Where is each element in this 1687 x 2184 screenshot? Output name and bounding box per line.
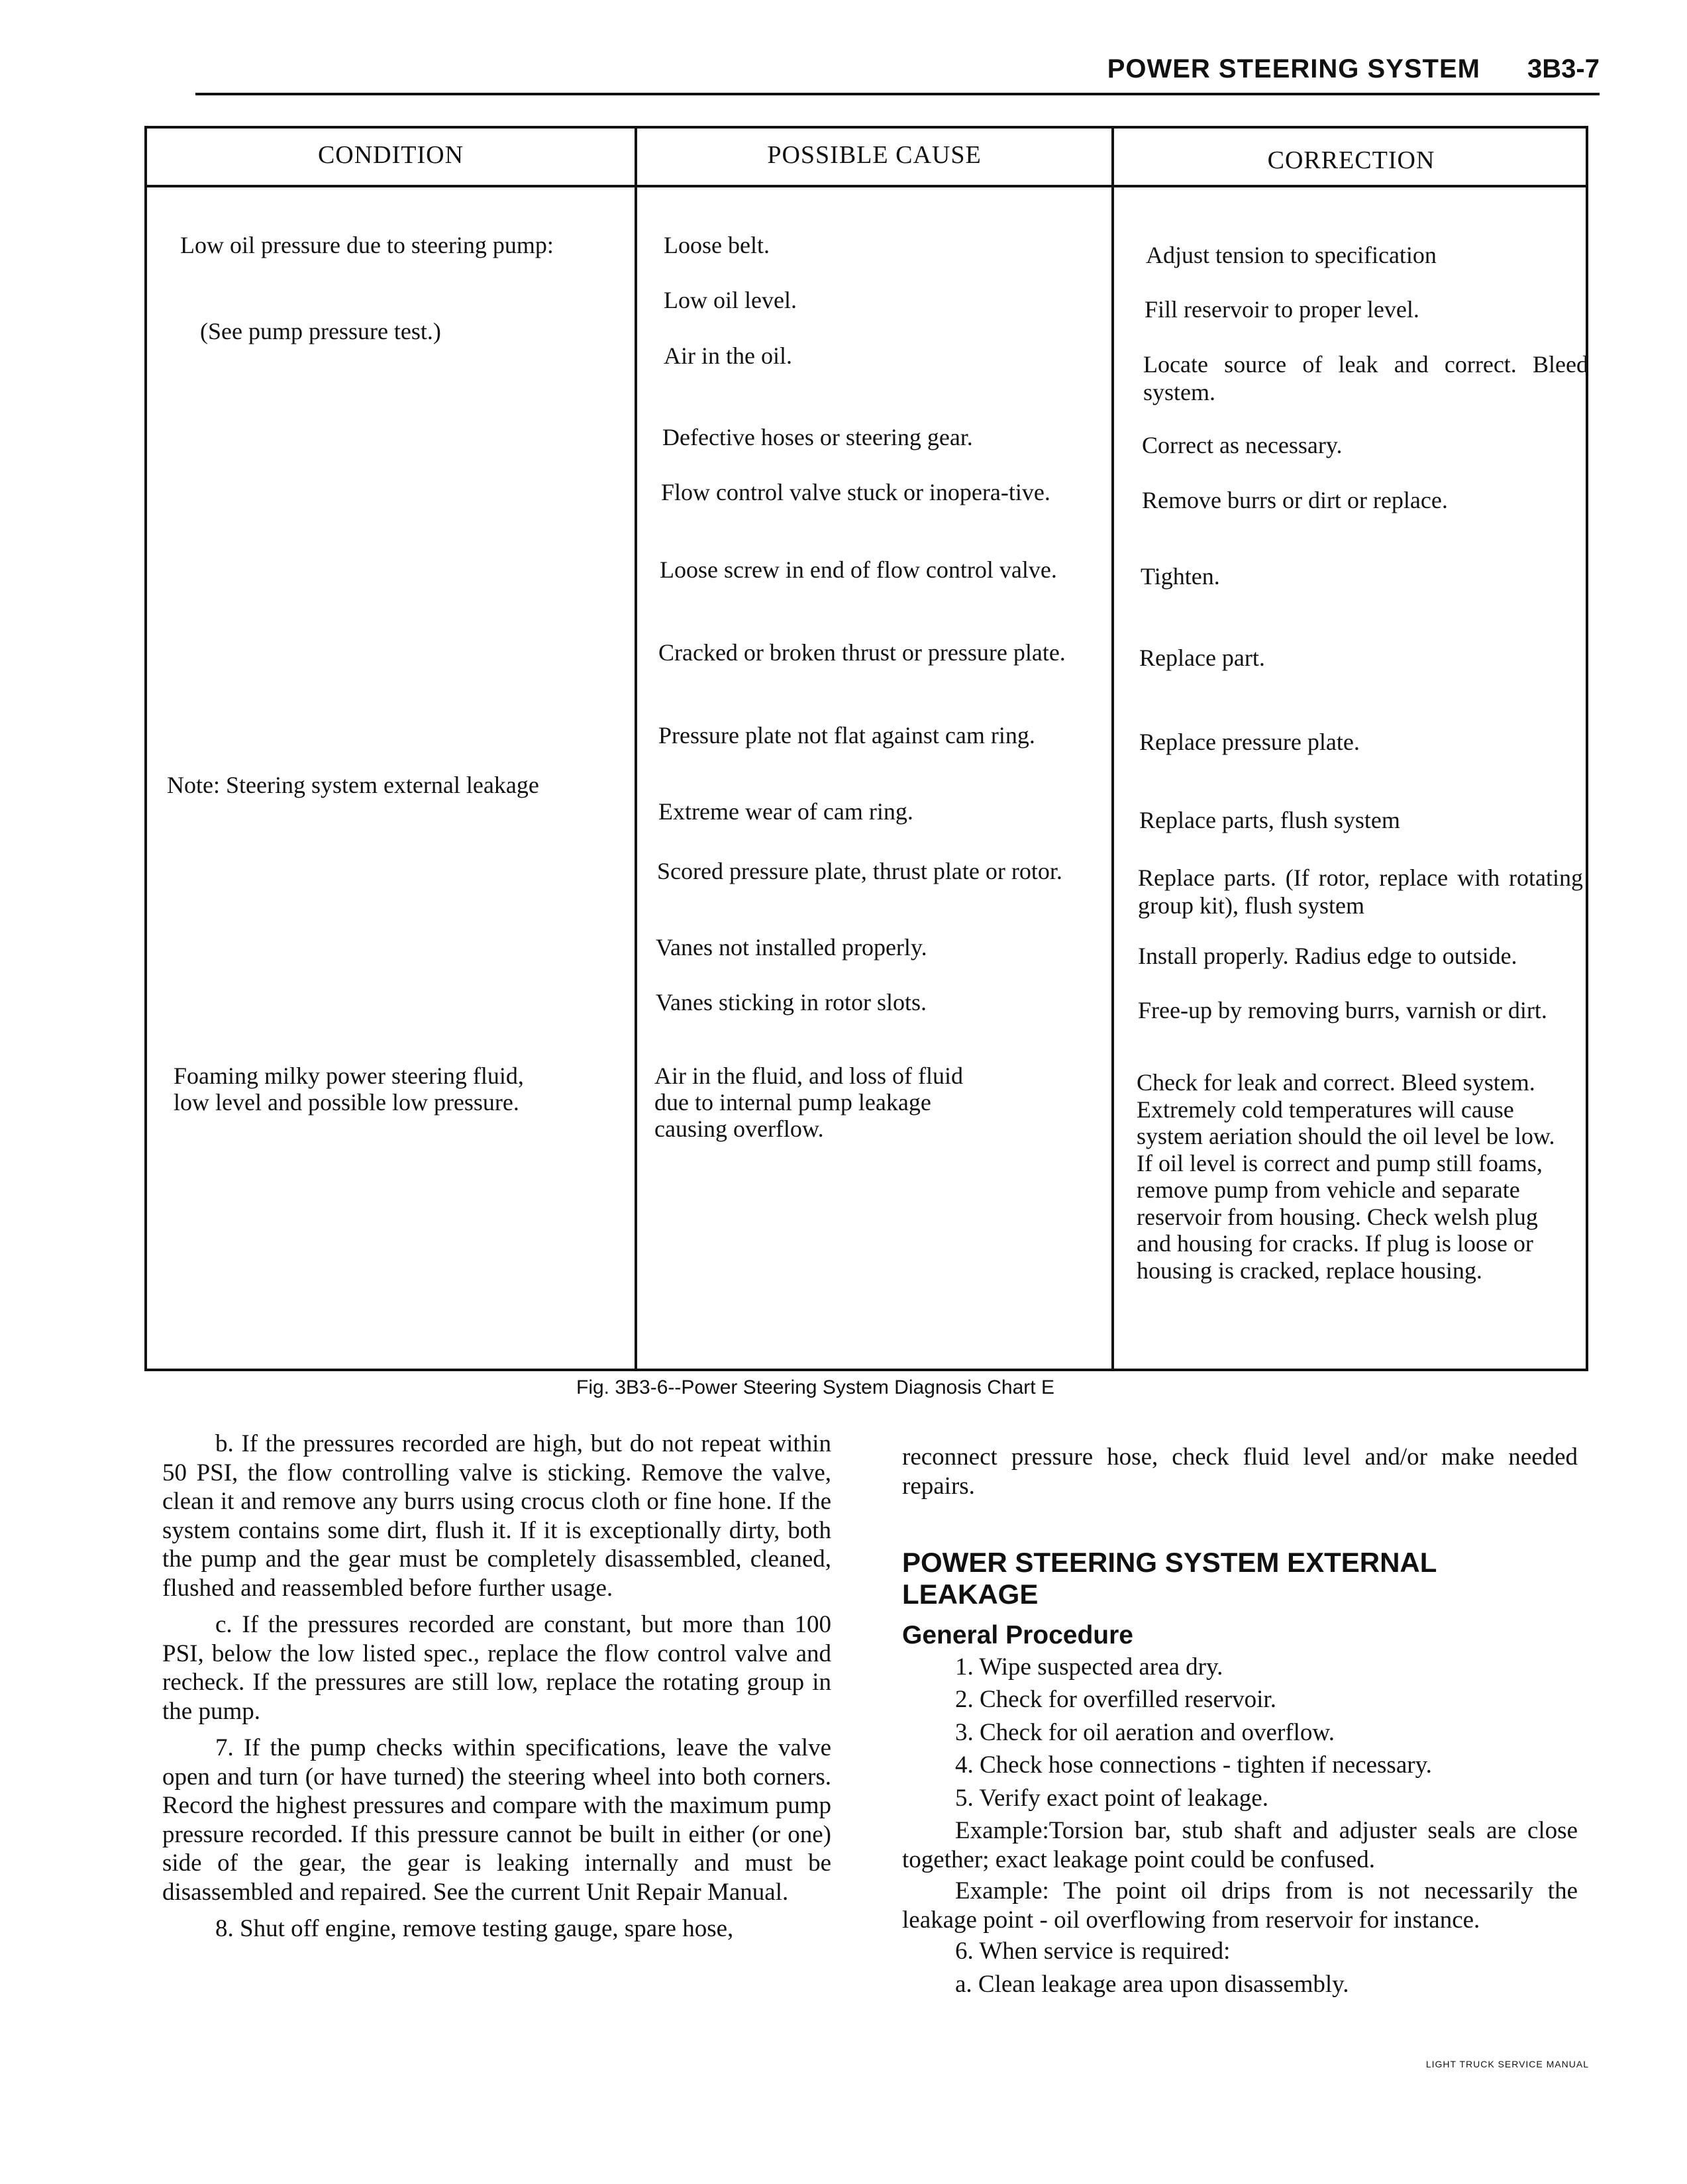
- correction-row: Replace part.: [1139, 645, 1265, 671]
- procedure-substep: a. Clean leakage area upon disassembly.: [955, 1970, 1349, 1998]
- condition-foaming-fluid: Foaming milky power steering fluid, low level and possible low pressure.: [174, 1063, 524, 1116]
- paragraph-c: c. If the pressures recorded are constant, but more than 100 PSI, below the low listed spec., replace the flow control valve and recheck. If the pressures are still low, replace the rotating group in the pump.: [162, 1611, 831, 1725]
- condition-see-pump-test: (See pump pressure test.): [200, 318, 441, 344]
- cause-row: Flow control valve stuck or inopera-tive.: [661, 479, 1050, 505]
- cause-row: Defective hoses or steering gear.: [662, 424, 973, 450]
- paragraph-step-7: 7. If the pump checks within specifications, leave the valve open and turn (or have turned) the steering wheel into both corners. Record the highest pressures and compare with the maximum pump pressure recorded. If this pressure cannot be built in either (or one) side of the gear, the gear is leaking internally and must be disassembled and repaired. See the current Unit Repair Manual.: [162, 1734, 831, 1906]
- procedure-step: 3. Check for oil aeration and overflow.: [955, 1718, 1335, 1746]
- correction-row: Remove burrs or dirt or replace.: [1142, 487, 1448, 513]
- column-divider: [1111, 129, 1114, 1369]
- condition-low-oil-pressure: Low oil pressure due to steering pump:: [180, 232, 554, 258]
- procedure-step: 6. When service is required:: [955, 1938, 1231, 1965]
- cause-row: Air in the oil.: [664, 342, 792, 369]
- cause-row: Vanes sticking in rotor slots.: [656, 989, 927, 1015]
- procedure-step: 5. Verify exact point of leakage.: [955, 1784, 1268, 1812]
- header-divider: [147, 185, 1586, 187]
- correction-row: Replace parts, flush system: [1139, 807, 1400, 833]
- example-paragraph: Example: The point oil drips from is not necessarily the leakage point - oil overflowing from reservoir for instance.: [902, 1877, 1578, 1934]
- column-header-correction: CORRECTION: [1267, 146, 1435, 174]
- correction-row: Adjust tension to specification: [1146, 242, 1437, 268]
- procedure-step: 2. Check for overfilled reservoir.: [955, 1686, 1276, 1713]
- cause-row: Loose screw in end of flow control valve.: [660, 556, 1057, 583]
- correction-row: Fill reservoir to proper level.: [1145, 296, 1419, 323]
- section-heading: POWER STEERING SYSTEM EXTERNAL LEAKAGE: [902, 1547, 1437, 1610]
- correction-row: Correct as necessary.: [1142, 432, 1343, 458]
- cause-row: Cracked or broken thrust or pressure plate.: [658, 639, 1066, 666]
- column-header-condition: CONDITION: [317, 141, 464, 169]
- correction-row: Tighten.: [1141, 563, 1220, 590]
- subsection-heading: General Procedure: [902, 1621, 1133, 1649]
- procedure-step: 4. Check hose connections - tighten if necessary.: [955, 1751, 1432, 1779]
- correction-row: Install properly. Radius edge to outside.: [1138, 943, 1517, 969]
- page-header: [195, 54, 1600, 95]
- figure-caption: Fig. 3B3-6--Power Steering System Diagnosis Chart E: [576, 1377, 1054, 1398]
- correction-row: Replace parts. (If rotor, replace with rotating group kit), flush system: [1138, 864, 1583, 919]
- page-footer: LIGHT TRUCK SERVICE MANUAL: [1425, 2059, 1589, 2069]
- page-title: POWER STEERING SYSTEM: [1107, 54, 1480, 83]
- cause-row: Scored pressure plate, thrust plate or rotor.: [657, 858, 1062, 884]
- column-header-possible-cause: POSSIBLE CAUSE: [767, 141, 982, 169]
- example-paragraph: Example:Torsion bar, stub shaft and adjuster seals are close together; exact leakage point could be confused.: [902, 1817, 1578, 1873]
- correction-row: Locate source of leak and correct. Bleed system.: [1143, 351, 1588, 405]
- cause-row: Pressure plate not flat against cam ring.: [658, 722, 1035, 749]
- cause-row: Extreme wear of cam ring.: [658, 798, 913, 825]
- cause-row: Air in the fluid, and loss of fluid due to internal pump leakage causing overflow.: [654, 1063, 963, 1142]
- correction-row: Check for leak and correct. Bleed system. Extremely cold temperatures will cause system aeriation should the oil level be low. If oil level is correct and pump still foams, remove pump from vehicle and separate reservoir from housing. Check welsh plug and housing for cracks. If plug is loose or housing is cracked, replace housing.: [1137, 1069, 1555, 1284]
- cause-row: Low oil level.: [664, 287, 797, 313]
- cause-row: Vanes not installed properly.: [656, 934, 927, 961]
- cause-row: Loose belt.: [664, 232, 770, 258]
- condition-note-external-leakage: Note: Steering system external leakage: [167, 772, 539, 798]
- correction-row: Replace pressure plate.: [1139, 729, 1360, 755]
- correction-row: Free-up by removing burrs, varnish or dirt.: [1138, 997, 1547, 1023]
- diagnosis-chart-table: [144, 126, 1588, 1371]
- procedure-step: 1. Wipe suspected area dry.: [955, 1653, 1223, 1681]
- paragraph-step-8: 8. Shut off engine, remove testing gauge, spare hose,: [215, 1915, 734, 1942]
- left-text-column: [162, 1430, 831, 1951]
- paragraph-continuation: reconnect pressure hose, check fluid level and/or make needed repairs.: [902, 1443, 1578, 1500]
- page-number: 3B3-7: [1527, 54, 1600, 83]
- right-text-column: [902, 1443, 1578, 2002]
- column-divider: [635, 129, 637, 1369]
- paragraph-b: b. If the pressures recorded are high, but do not repeat within 50 PSI, the flow controlling valve is sticking. Remove the valve, clean it and remove any burrs using crocus cloth or fine hone. If the system contains some dirt, flush it. If it is exceptionally dirty, both the pump and the gear must be completely disassembled, cleaned, flushed and reassembled before further usage.: [162, 1430, 831, 1602]
